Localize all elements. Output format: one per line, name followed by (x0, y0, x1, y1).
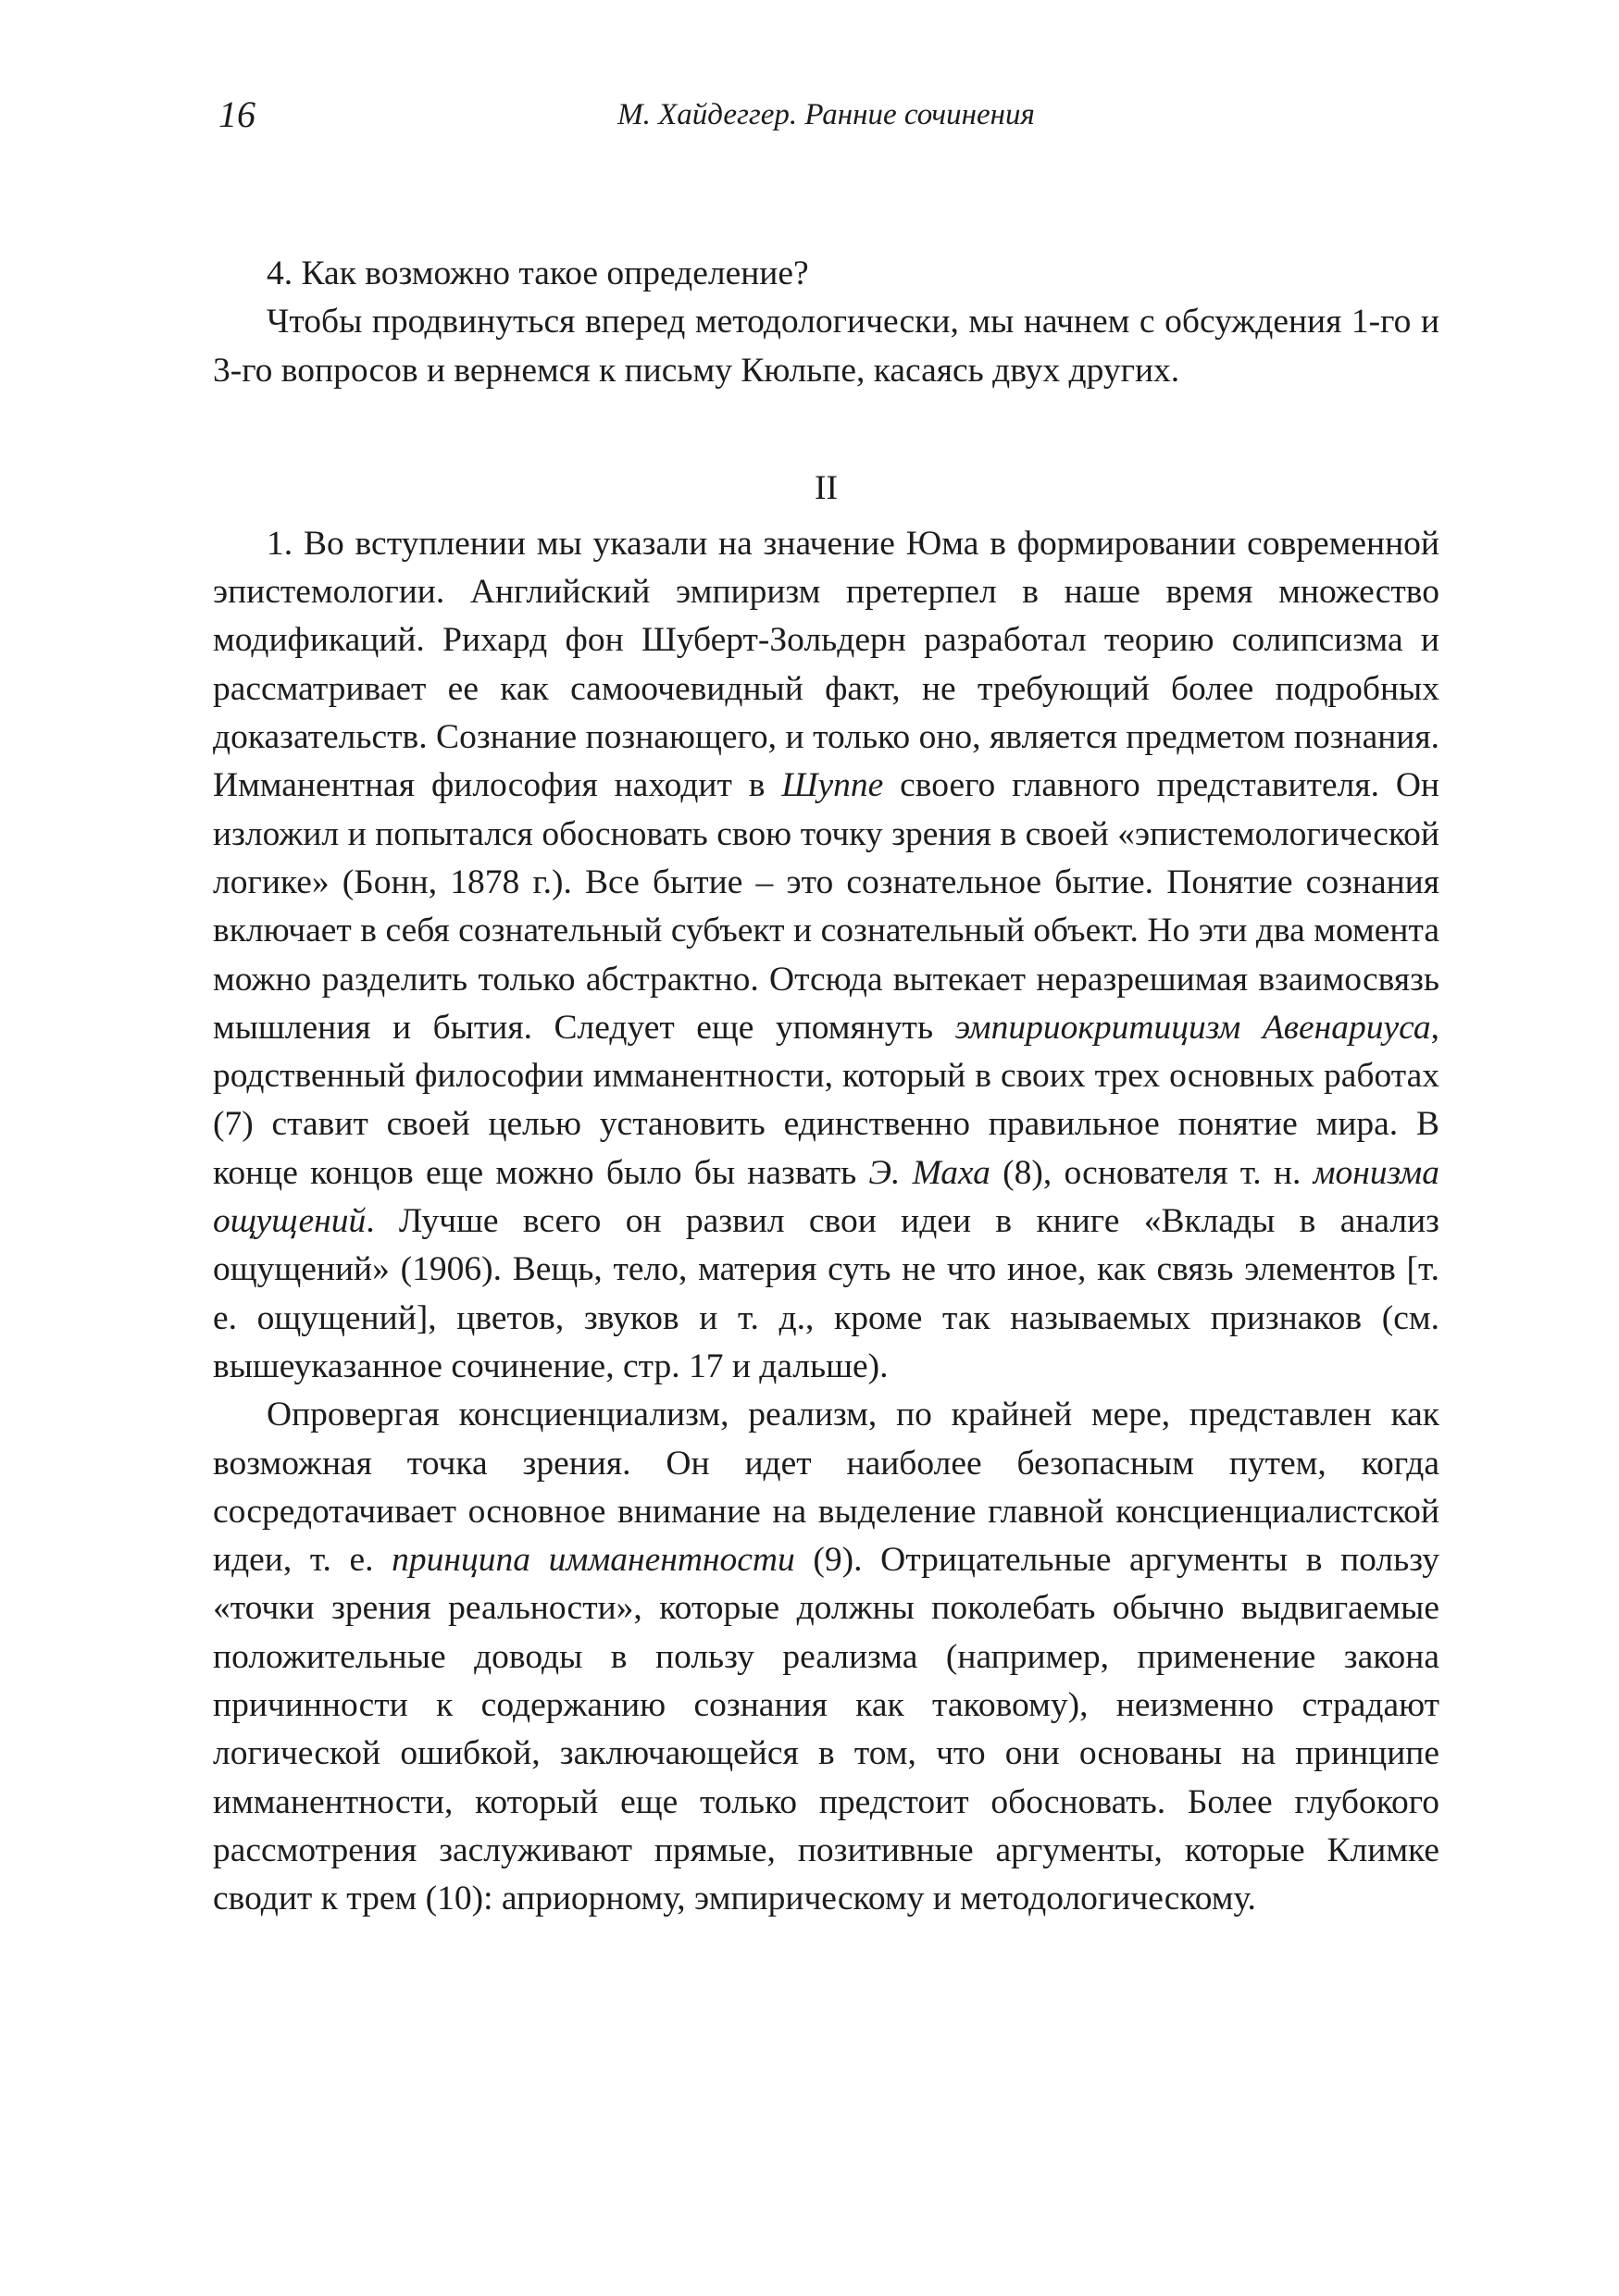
running-head: М. Хайдеггер. Ранние сочинения (617, 98, 1035, 131)
italic-name: Э. Маха (868, 1153, 990, 1192)
text-run: . Лучше всего он развил свои идеи в книге «Вклады в анализ ощущений» (1906). Вещь, тело, материя суть не что иное, как связь элементов [т. е. ощущений], цветов, звуков и т. д., кроме так называемых признаков (см. вышеуказанное сочинение, стр. 17 и дальше). (213, 1202, 1439, 1385)
text-run: , родственный философии имманентности, который в своих трех основных работах (7) ставит своей целью установить единственно правильное понятие мира. В конце концов еще можно было бы назвать (213, 1008, 1439, 1192)
page-number: 16 (218, 93, 255, 135)
section-paragraph-1 (213, 520, 1439, 1391)
intro-paragraph-2: Чтобы продвинуться вперед методологически, мы начнем с обсуждения 1-го и 3-го вопросов и вернемся к письму Кюльпе, касаясь двух других. (213, 303, 1439, 390)
section-paragraph-2 (213, 1391, 1439, 1923)
section-heading: II (815, 468, 838, 507)
text-run: своего главного представителя. Он изложил и попытался обосновать свою точку зрения в своей «эпистемологической логике» (Бонн, 1878 г.). Все бытие – это сознательное бытие. Понятие сознания включает в себя сознательный субъект и сознательный объект. Но эти два момента можно разделить только абстрактно. Отсюда вытекает неразрешимая взаимосвязь мышления и бытия. Следует еще упомянуть (213, 766, 1439, 1047)
text-run: Опровергая консциенциализм, реализм, по крайней мере, представлен как возможная точка зрения. Он идет наиболее безопасным путем, когда сосредотачивает основное внимание на выделение главной консциенциалистской идеи, т. е. (213, 1396, 1439, 1580)
italic-term: принципа имманентности (392, 1541, 795, 1580)
text-run: (8), основателя т. н. (990, 1153, 1314, 1192)
spacer (213, 513, 1439, 520)
text-run: (9). Отрицательные аргументы в пользу «точки зрения реальности», которые должны поколебать обычно выдвигаемые положительные доводы в пользу реализма (например, применение закона причинности к содержанию сознания как таковому), неизменно страдают логической ошибкой, заключающейся в том, что они основаны на принципе имманентности, который еще только предстоит обосновать. Более глубокого рассмотрения заслуживают прямые, позитивные аргументы, которые Климке сводит к трем (10): априорному, эмпирическому и методологическому. (213, 1541, 1439, 1918)
intro-paragraph-1: 4. Как возможно такое определение? (267, 254, 809, 292)
body-text (213, 250, 1439, 1924)
italic-name: Шуппе (781, 766, 884, 805)
italic-term: монизма ощущений (213, 1153, 1439, 1241)
italic-term: эмпириокритицизм Авенариуса (954, 1008, 1431, 1047)
text-run: 1. Во вступлении мы указали на значение Юма в формировании современной эпистемологии. Английский эмпиризм претерпел в наше время множество модификаций. Рихард фон Шуберт-Зольдерн разработал теорию солипсизма и рассматривает ее как самоочевидный факт, не требующий более подробных доказательств. Сознание познающего, и только оно, является предметом познания. Имманентная философия находит в (213, 524, 1439, 805)
page-header (213, 93, 1439, 148)
spacer (213, 395, 1439, 465)
